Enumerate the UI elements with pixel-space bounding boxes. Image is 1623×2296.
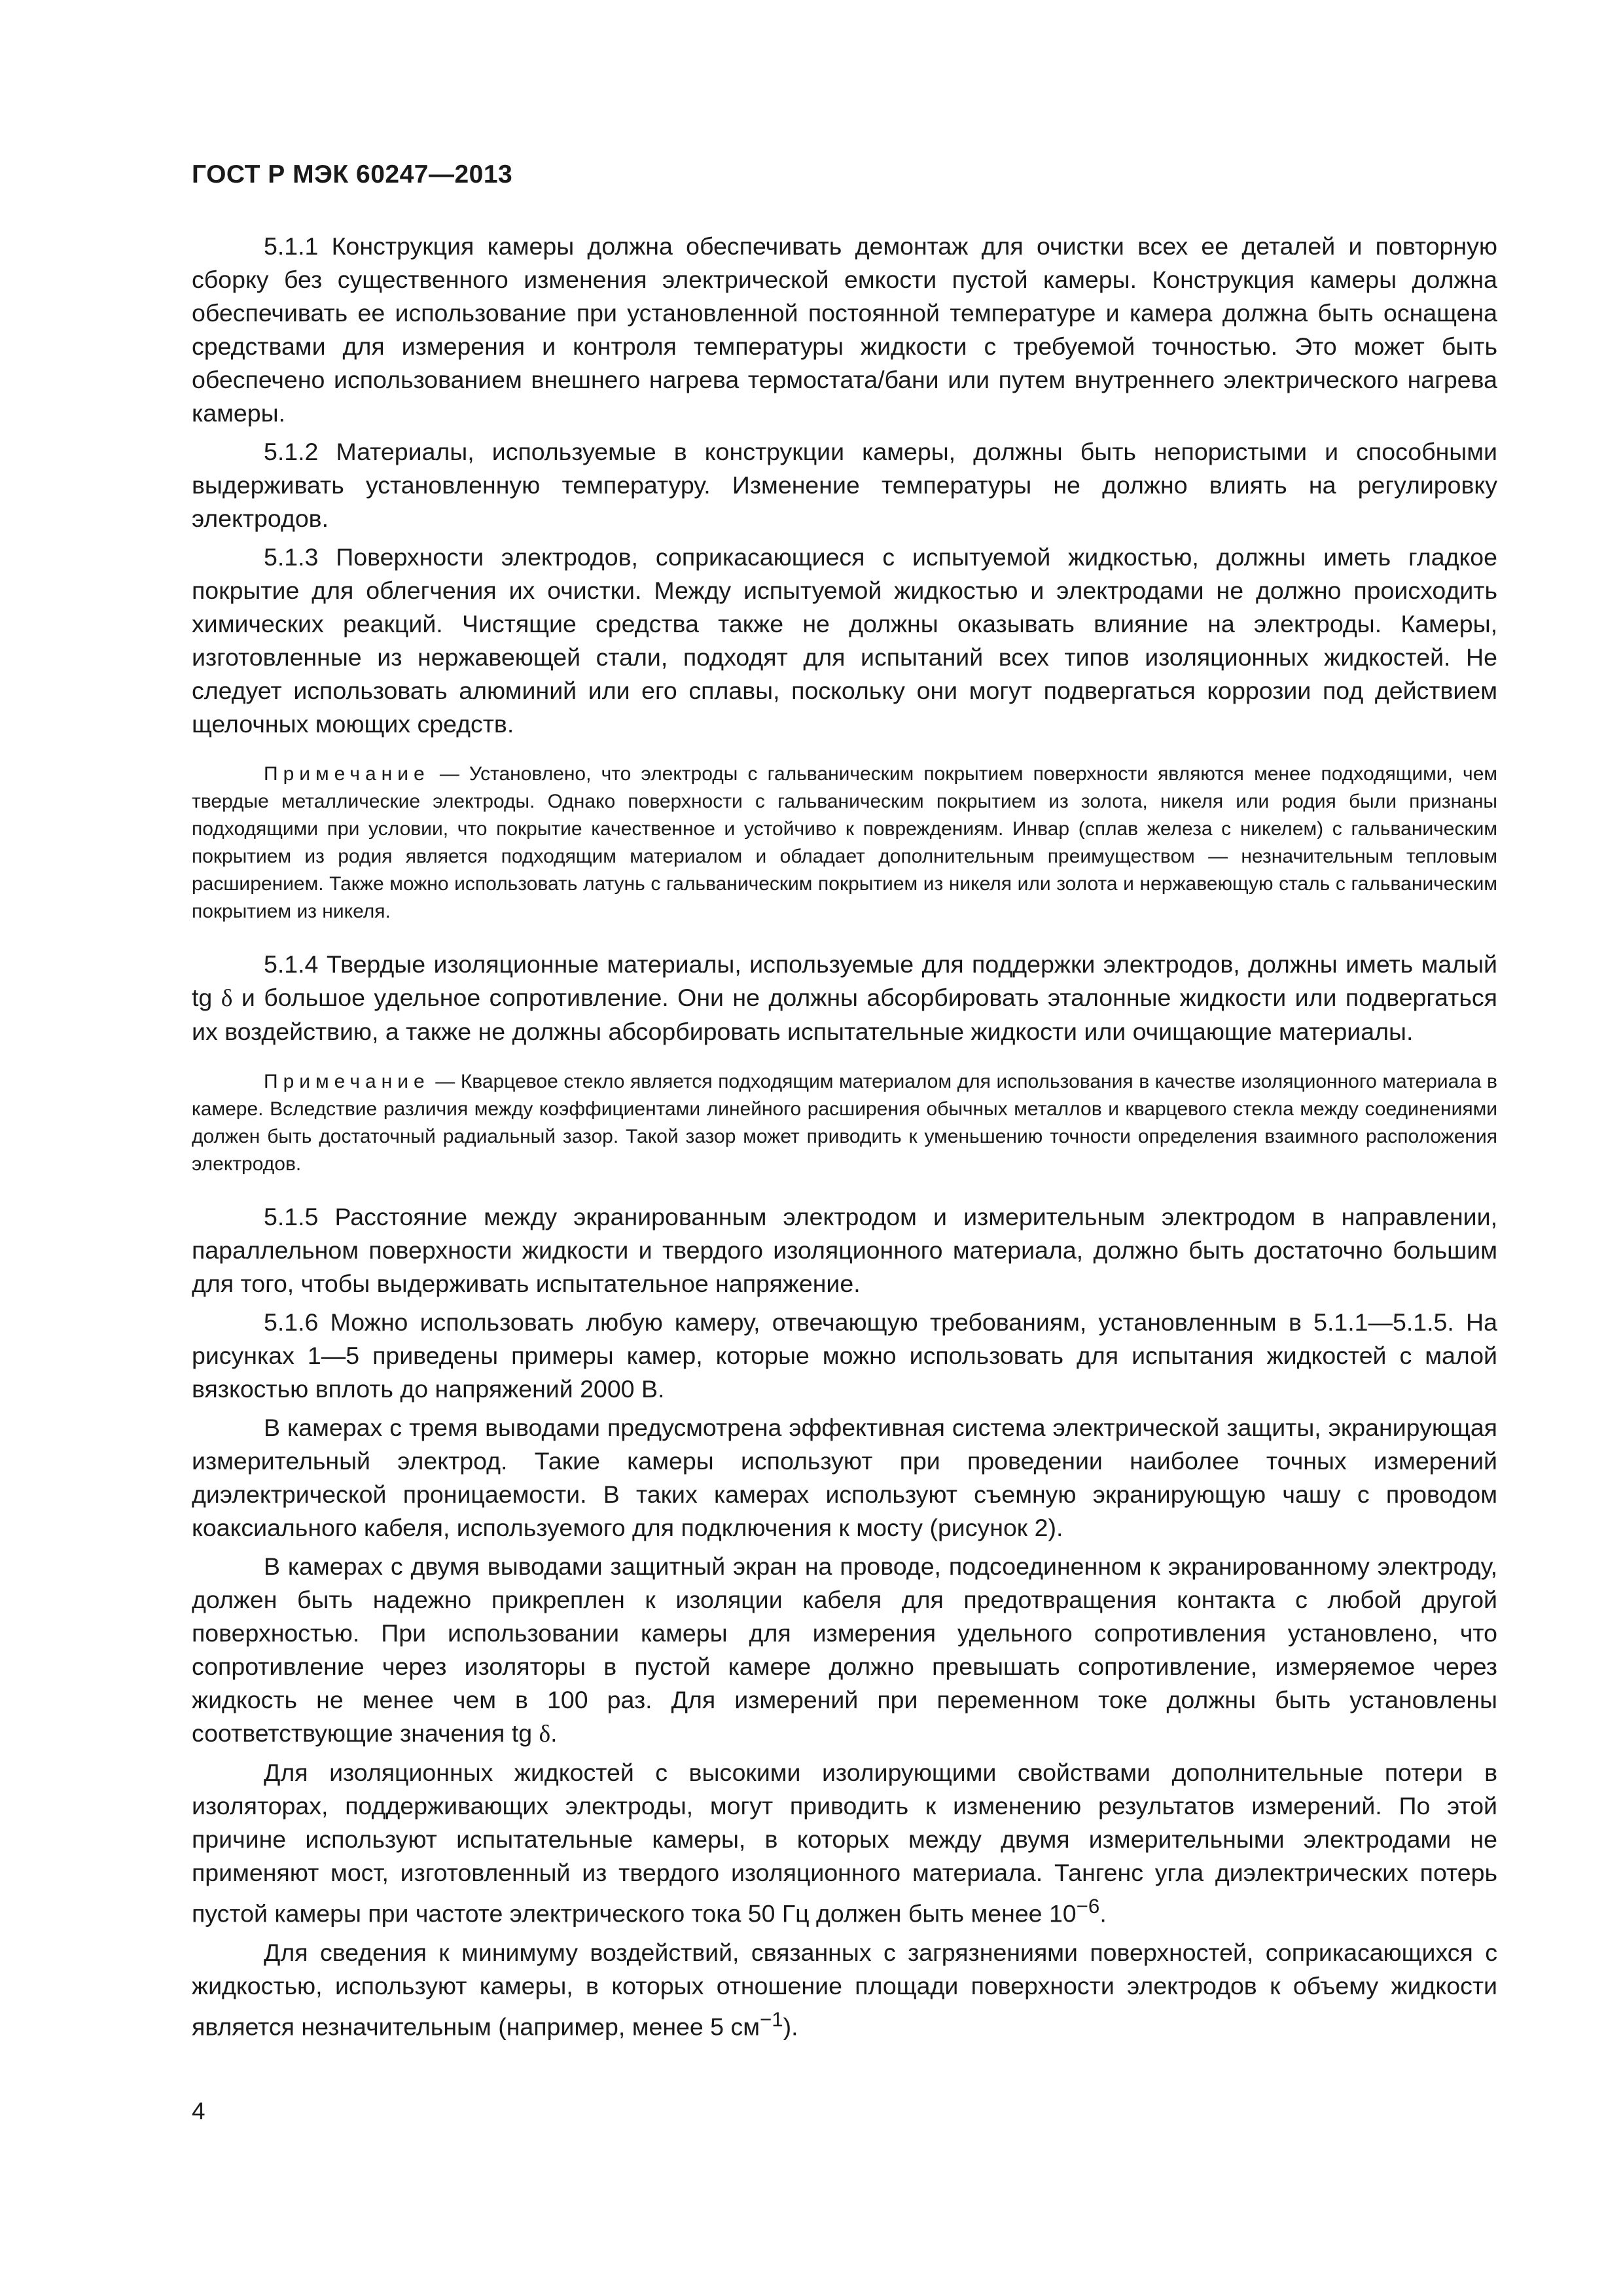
note-1 xyxy=(192,761,1497,925)
delta-symbol: δ xyxy=(539,1721,551,1748)
document-page xyxy=(192,160,1497,2049)
note-2-text: — Кварцевое стекло является подходящим материалом для использования в качестве изоляционного материала в камере. Вследствие различия между коэффициентами линейного расширения обычных металлов и кварцевого стекла между соединениями должен быть достаточный радиальный зазор. Такой зазор может приводить к уменьшению точности определения взаимного расположения электродов. xyxy=(192,1071,1497,1175)
paragraph-three-terminal: В камерах с тремя выводами предусмотрена эффективная система электрической защиты, экранирующая измерительный электрод. Такие камеры используют при проведении наиболее точных измерений диэлектрической проницаемости. В таких камерах используют съемную экранирующую чашу с проводом коаксиального кабеля, используемого для подключения к мосту (рисунок 2). xyxy=(192,1414,1497,1541)
paragraph-contamination-part-a: Для сведения к минимуму воздействий, связанных с загрязнениями поверхностей, соприкасающихся с жидкостью, используют камеры, в которых отношение площади поверхности электродов к объему жидкости является незначительным (например, менее 5 см xyxy=(192,1938,1497,2040)
paragraph-5-1-2: 5.1.2 Материалы, используемые в конструкции камеры, должны быть непористыми и способными выдерживать установленную температуру. Изменение температуры не должно влиять на регулировку электродов. xyxy=(192,438,1497,532)
note-1-label: Примечание xyxy=(264,763,430,785)
note-1-text: — Установлено, что электроды с гальваническим покрытием поверхности являются менее подходящими, чем твердые металлические электроды. Однако поверхности с гальваническим покрытием из золота, никеля или родия были признаны подходящими при условии, что покрытие качественное и устойчиво к повреждениям. Инвар (сплав железа с никелем) с гальваническим покрытием из родия является подходящим материалом и обладает дополнительным преимуществом — незначительным тепловым расширением. Также можно использовать латунь с гальваническим покрытием из никеля или золота и нержавеющую сталь с гальваническим покрытием из никеля. xyxy=(192,763,1497,922)
paragraph-5-1-5: 5.1.5 Расстояние между экранированным электродом и измерительным электродом в направлении, параллельном поверхности жидкости и твердого изоляционного материала, должно быть достаточно большим для того, чтобы выдерживать испытательное напряжение. xyxy=(192,1203,1497,1297)
document-header: ГОСТ Р МЭК 60247—2013 xyxy=(192,160,513,188)
paragraph-insulating-part-a: Для изоляционных жидкостей с высокими изолирующими свойствами дополнительные потери в изоляторах, поддерживающих электроды, могут приводить к изменению результатов измерений. По этой причине используют испытательные камеры, в которых между двумя измерительными электродами не применяют мост, изготовленный из твердого изоляционного материала. Тангенс угла диэлектрических потерь пустой камеры при частоте электрического тока 50 Гц должен быть менее 10 xyxy=(192,1759,1497,1928)
exponent: −1 xyxy=(759,2007,783,2031)
paragraph-insulating-part-b: . xyxy=(1099,1899,1107,1928)
paragraph-contamination-part-b: ). xyxy=(783,2013,798,2040)
paragraph-5-1-4 xyxy=(192,948,1497,1049)
paragraph-5-1-4-part-b: и большое удельное сопротивление. Они не должны абсорбировать эталонные жидкости или подвергаться их воздействию, а также не должны абсорбировать испытательные жидкости или очищающие материалы. xyxy=(192,984,1497,1045)
page-number: 4 xyxy=(192,2098,205,2125)
paragraph-contamination xyxy=(192,1936,1497,2044)
paragraph-5-1-4-part-a: 5.1.4 Твердые изоляционные материалы, используемые для поддержки электродов, должны иметь малый tg xyxy=(192,950,1497,1011)
note-2-label: Примечание xyxy=(264,1071,430,1092)
paragraph-5-1-6: 5.1.6 Можно использовать любую камеру, отвечающую требованиям, установленным в 5.1.1—5.1.5. На рисунках 1—5 приведены примеры камер, которые можно использовать для испытания жидкостей с малой вязкостью вплоть до напряжений 2000 В. xyxy=(192,1308,1497,1403)
paragraph-5-1-3: 5.1.3 Поверхности электродов, соприкасающиеся с испытуемой жидкостью, должны иметь гладкое покрытие для облегчения их очистки. Между испытуемой жидкостью и электродами не должно происходить химических реакций. Чистящие средства также не должны оказывать влияние на электроды. Камеры, изготовленные из нержавеющей стали, подходят для испытаний всех типов изоляционных жидкостей. Не следует использовать алюминий или его сплавы, поскольку они могут подвергаться коррозии под действием щелочных моющих средств. xyxy=(192,543,1497,738)
paragraph-insulating-liquids xyxy=(192,1756,1497,1931)
paragraph-two-terminal-part-b: . xyxy=(550,1719,558,1747)
paragraph-5-1-1: 5.1.1 Конструкция камеры должна обеспечивать демонтаж для очистки всех ее деталей и повторную сборку без существенного изменения электрической емкости пустой камеры. Конструкция камеры должна обеспечивать ее использование при установленной постоянной температуре и камера должна быть оснащена средствами для измерения и контроля температуры жидкости с требуемой точностью. Это может быть обеспечено использованием внешнего нагрева термостата/бани или путем внутреннего электрического нагрева камеры. xyxy=(192,232,1497,427)
note-2 xyxy=(192,1068,1497,1178)
exponent: −6 xyxy=(1076,1895,1100,1918)
paragraph-two-terminal-part-a: В камерах с двумя выводами защитный экран на проводе, подсоединенном к экранированному электроду, должен быть надежно прикреплен к изоляции кабеля для предотвращения контакта с любой другой поверхностью. При использовании камеры для измерения удельного сопротивления установлено, что сопротивление через изоляторы в пустой камере должно превышать сопротивление, измеряемое через жидкость не менее чем в 100 раз. Для измерений при переменном токе должны быть установлены соответствующие значения tg xyxy=(192,1552,1497,1747)
delta-symbol: δ xyxy=(221,985,233,1012)
paragraph-two-terminal xyxy=(192,1550,1497,1751)
